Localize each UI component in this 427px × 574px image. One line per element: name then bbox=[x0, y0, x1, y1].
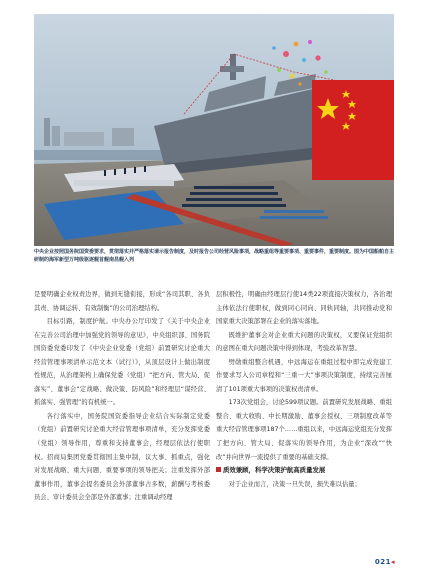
paragraph: 173次党组会，讨论599项议题。前置研究发展战略、重组整合、重大收购、中长期激励、董事会授权、三项制度改革等重大经营管理事项187个……重组以来，中远海运党组充分发挥了把方向、管大局、促落实的领导作用，为企业“深改”“快改”并向世界一流提供了重要的基础支撑。 bbox=[216, 399, 392, 461]
photo-illustration bbox=[34, 14, 394, 246]
page-marker-icon: ◂ bbox=[390, 558, 395, 566]
section-marker-icon bbox=[216, 467, 221, 472]
paragraph: 是要明确企业权责边界，做到无缝衔接，形成“各司其职、各负其责、协调运转、有效制衡”的公司治理结构。 bbox=[34, 291, 210, 312]
page-number-text: 021 bbox=[374, 558, 391, 566]
ship-commissioning-photo bbox=[34, 14, 394, 246]
paragraph: 既维护董事会对企业重大问题的决策权，又要保证党组织的意图在重大问题决策中得到体现，考验改革智慧。 bbox=[216, 331, 392, 353]
page-number bbox=[375, 558, 395, 566]
paragraph: 各行落实中，国务院国资委指导企业结合实际制定党委（党组）前置研究讨论重大经营管理事项清单，充分发挥党委（党组）领导作用，尊重和支持董事会，经理层依法行使职权。招商局集团党委贯彻国主集中制，议大事、抓重点，强化对发展战略、重大问题、重要事项的领导把关；注重发挥外部董事作用，董事会提名委员会外部董事占多数，薪酬与考核委员会、审计委员会全部是外部董事；注重调动经理 bbox=[34, 412, 210, 502]
paragraph: 对于企业而言，决策一旦失误，损失难以估量； bbox=[228, 480, 361, 488]
right-column bbox=[216, 288, 392, 491]
paragraph: 目标引路，制度护航。中央办公厅印发了《关于中央企业在完善公司治理中加强党的领导的意见》，中央组织部、国务院国资委党委印发了《中央企业党委（党组）前置研究讨论重大经营管理事项清单示范文本（试行）》，从顶层设计上做出制度性规范，从治理架构上确保党委（党组）“把方向、管大局、促落实”、董事会“定战略、做决策、防风险”和经理层“谋经营、抓落实、强管理”的有机统一。 bbox=[34, 318, 210, 407]
paragraph: 劈勋重组整合机遇，中远海运在重组过程中即完成党建工作要求写入公司章程和“三重一大”事项决策制度，持续完善厘清了101项重大事项的决策权责清单。 bbox=[216, 358, 392, 393]
photo-caption: 中央企业按照国务院国资委要求，贯彻落实并严格落实请示报告制度，及时报告公司经营风险事项，战略重组等重要事项、重要事件，重要制度。图为中国船舶自主研制的海军新型万吨级驱逐舰首舰南昌舰入列 bbox=[34, 249, 395, 263]
section-heading-text: 质效兼顾，科学决策护航高质量发展 bbox=[223, 466, 326, 475]
section-heading bbox=[216, 464, 392, 478]
left-column bbox=[34, 288, 210, 505]
paragraph: 层积极性，明确由经理层行使14类22项直接决策权力，各治理主体依法行使职权，做到同心同向、同轨同轴，共同推动党和国家重大决策部署在企业的落实落地。 bbox=[216, 291, 392, 326]
